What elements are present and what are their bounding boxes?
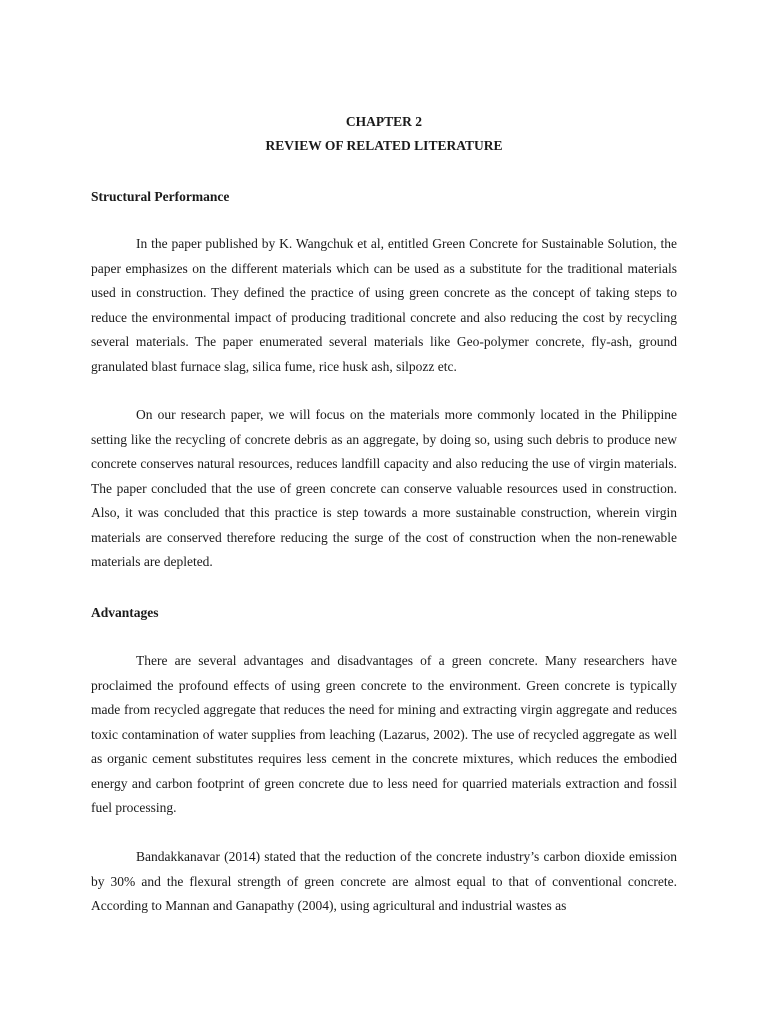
section-heading-structural-performance: Structural Performance [91, 189, 230, 204]
paragraph: There are several advantages and disadvantages of a green concrete. Many researchers have proclaimed the profound effects of using green concrete to the environment. Green concrete is typically made from recycled aggregate that reduces the need for mining and extracting virgin aggregate and reduces toxic contamination of water supplies from leaching (Lazarus, 2002). The use of recycled aggregate as well as organic cement substitutes requires less cement in the concrete mixtures, which reduces the embodied energy and carbon footprint of green concrete due to less need for quarried materials extraction and fossil fuel processing. [91, 653, 677, 815]
section-heading-advantages: Advantages [91, 605, 159, 620]
chapter-title: REVIEW OF RELATED LITERATURE [265, 138, 503, 153]
chapter-label: CHAPTER 2 [345, 114, 423, 129]
paragraph: In the paper published by K. Wangchuk et al, entitled Green Concrete for Sustainable Solution, the paper emphasizes on the different materials which can be used as a substitute for the traditional materials used in construction. They defined the practice of using green concrete as the concept of taking steps to reduce the environmental impact of producing traditional concrete and also reducing the cost by recycling several materials. The paper enumerated several materials like Geo-polymer concrete, fly-ash, ground granulated blast furnace slag, silica fume, rice husk ash, silpozz etc. [91, 236, 677, 374]
paragraph: On our research paper, we will focus on the materials more commonly located in the Philippine setting like the recycling of concrete debris as an aggregate, by doing so, using such debris to produce new concrete conserves natural resources, reduces landfill capacity and also reducing the use of virgin materials. The paper concluded that the use of green concrete can conserve valuable resources used in construction. Also, it was concluded that this practice is step towards a more sustainable construction, wherein virgin materials are conserved therefore reducing the surge of the cost of construction when the non-renewable materials are depleted. [91, 407, 677, 569]
paragraph: Bandakkanavar (2014) stated that the reduction of the concrete industry’s carbon dioxide emission by 30% and the flexural strength of green concrete are almost equal to that of conventional concrete. According to Mannan and Ganapathy (2004), using agricultural and industrial wastes as [91, 849, 677, 913]
